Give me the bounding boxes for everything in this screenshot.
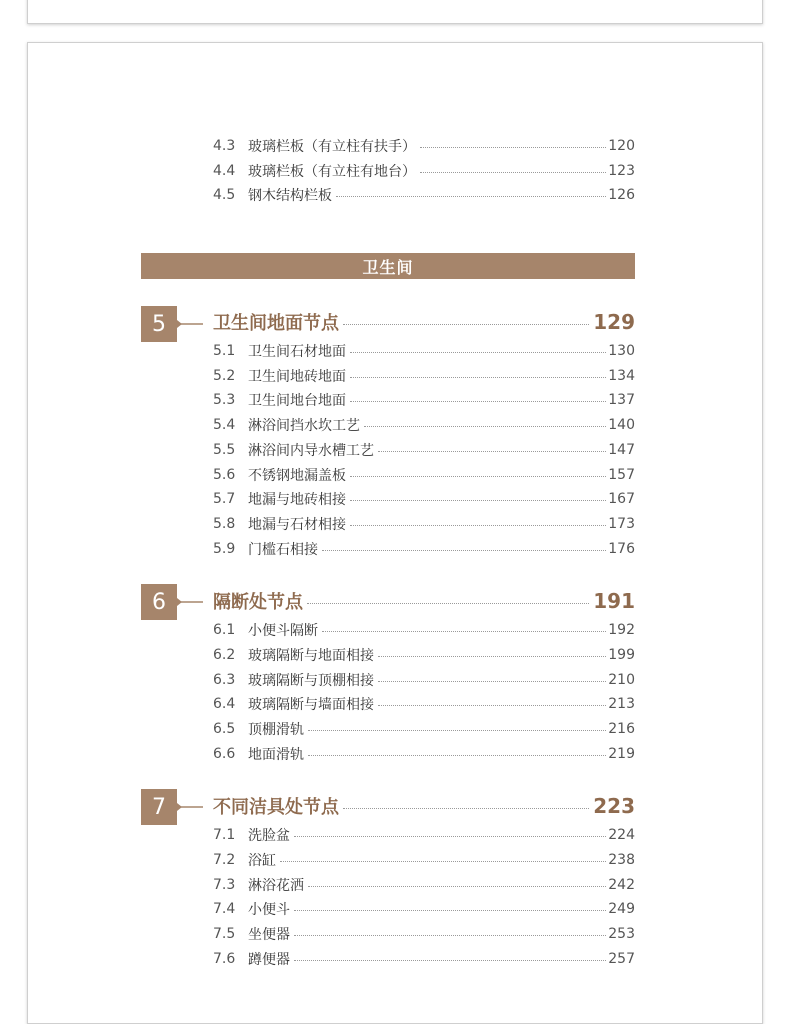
leader-dots [307,603,589,604]
entry-page-number: 199 [608,647,635,663]
section-header: 卫生间 [141,253,635,279]
chapter-page-number: 223 [593,794,635,818]
toc-entry[interactable] [213,161,635,181]
toc-entry[interactable] [213,744,635,764]
toc-entry[interactable] [213,875,635,895]
entry-number: 4.3 [213,138,236,154]
leader-dots [350,476,606,477]
toc-entry[interactable] [213,694,635,714]
entry-page-number: 192 [608,622,635,638]
entry-title: 蹲便器 [248,952,290,968]
toc-entry[interactable] [213,539,635,559]
toc-entry[interactable] [213,514,635,534]
entry-number: 6.1 [213,622,236,638]
entry-number: 5.6 [213,467,236,483]
entry-number: 5.9 [213,541,236,557]
entry-title: 门槛石相接 [248,542,318,558]
leader-dots [280,861,606,862]
entry-number: 7.1 [213,827,236,843]
entry-page-number: 219 [608,746,635,762]
entry-number: 4.4 [213,163,236,179]
entry-title: 地漏与地砖相接 [248,492,346,508]
entry-number: 6.5 [213,721,236,737]
entry-number: 7.5 [213,926,236,942]
leader-dots [350,500,606,501]
toc-entry[interactable] [213,390,635,410]
chapter-connector-arrow [177,318,203,320]
entry-number: 5.2 [213,368,236,384]
leader-dots [294,935,606,936]
leader-dots [308,730,606,731]
chapter-page-number: 191 [593,589,635,613]
chapter-number-badge: 5 [141,306,177,342]
entry-title: 卫生间石材地面 [248,344,346,360]
entry-page-number: 213 [608,696,635,712]
leader-dots [336,196,606,197]
entry-title: 淋浴间内导水槽工艺 [248,443,374,459]
entry-page-number: 140 [608,417,635,433]
entry-page-number: 173 [608,516,635,532]
toc-entry[interactable] [213,825,635,845]
entry-title: 地面滑轨 [248,747,304,763]
leader-dots [350,401,606,402]
chapter-heading[interactable] [213,794,635,818]
toc-entry[interactable] [213,620,635,640]
entry-title: 淋浴间挡水坎工艺 [248,418,360,434]
entry-number: 6.6 [213,746,236,762]
entry-number: 5.3 [213,392,236,408]
entry-page-number: 249 [608,901,635,917]
entry-page-number: 123 [608,163,635,179]
chapter-number-badge: 7 [141,789,177,825]
toc-entry[interactable] [213,489,635,509]
leader-dots [294,960,606,961]
leader-dots [420,147,606,148]
entry-page-number: 134 [608,368,635,384]
entry-page-number: 120 [608,138,635,154]
entry-title: 玻璃栏板（有立柱有扶手） [248,139,416,155]
chapter-page-number: 129 [593,310,635,334]
entry-title: 玻璃隔断与墙面相接 [248,697,374,713]
entry-page-number: 157 [608,467,635,483]
leader-dots [364,426,606,427]
entry-number: 5.7 [213,491,236,507]
entry-number: 5.1 [213,343,236,359]
entry-page-number: 137 [608,392,635,408]
entry-page-number: 257 [608,951,635,967]
entry-page-number: 167 [608,491,635,507]
entry-page-number: 130 [608,343,635,359]
entry-number: 5.4 [213,417,236,433]
chapter-title: 隔断处节点 [213,592,303,613]
toc-entry[interactable] [213,949,635,969]
entry-title: 洗脸盆 [248,828,290,844]
leader-dots [350,377,606,378]
entry-number: 7.2 [213,852,236,868]
entry-title: 淋浴花洒 [248,878,304,894]
entry-number: 6.4 [213,696,236,712]
entry-title: 卫生间地台地面 [248,393,346,409]
leader-dots [294,836,606,837]
leader-dots [343,324,589,325]
toc-entry[interactable] [213,850,635,870]
toc-entry[interactable] [213,924,635,944]
toc-entry[interactable] [213,185,635,205]
entry-number: 6.2 [213,647,236,663]
entry-title: 小便斗 [248,902,290,918]
chapter-heading[interactable] [213,310,635,334]
leader-dots [350,525,606,526]
leader-dots [294,910,606,911]
entry-title: 顶棚滑轨 [248,722,304,738]
toc-entry[interactable] [213,899,635,919]
entry-title: 玻璃隔断与顶棚相接 [248,673,374,689]
toc-entry[interactable] [213,136,635,156]
leader-dots [378,656,606,657]
toc-entry[interactable] [213,719,635,739]
entry-page-number: 126 [608,187,635,203]
entry-title: 地漏与石材相接 [248,517,346,533]
toc-entry[interactable] [213,670,635,690]
entry-title: 玻璃栏板（有立柱有地台） [248,164,416,180]
entry-page-number: 238 [608,852,635,868]
entry-number: 5.8 [213,516,236,532]
toc-entry[interactable] [213,415,635,435]
toc-entry[interactable] [213,366,635,386]
entry-number: 7.4 [213,901,236,917]
leader-dots [378,681,606,682]
leader-dots [308,886,606,887]
entry-title: 浴缸 [248,853,276,869]
entry-title: 玻璃隔断与地面相接 [248,648,374,664]
entry-title: 不锈钢地漏盖板 [248,468,346,484]
toc-entry[interactable] [213,341,635,361]
leader-dots [378,705,606,706]
entry-title: 钢木结构栏板 [248,188,332,204]
entry-number: 7.6 [213,951,236,967]
entry-number: 6.3 [213,672,236,688]
entry-title: 卫生间地砖地面 [248,369,346,385]
entry-number: 7.3 [213,877,236,893]
chapter-number-badge: 6 [141,584,177,620]
entry-page-number: 216 [608,721,635,737]
entry-page-number: 224 [608,827,635,843]
entry-number: 4.5 [213,187,236,203]
entry-page-number: 176 [608,541,635,557]
leader-dots [378,451,606,452]
leader-dots [322,550,606,551]
toc-entry[interactable] [213,465,635,485]
entry-page-number: 147 [608,442,635,458]
leader-dots [322,631,606,632]
entry-page-number: 253 [608,926,635,942]
leader-dots [350,352,606,353]
chapter-heading[interactable] [213,589,635,613]
entry-page-number: 210 [608,672,635,688]
chapter-connector-arrow [177,596,203,598]
leader-dots [420,172,606,173]
entry-number: 5.5 [213,442,236,458]
toc-entry[interactable] [213,645,635,665]
toc-entry[interactable] [213,440,635,460]
chapter-connector-arrow [177,801,203,803]
chapter-title: 卫生间地面节点 [213,313,339,334]
entry-title: 坐便器 [248,927,290,943]
chapter-title: 不同洁具处节点 [213,797,339,818]
leader-dots [343,808,589,809]
leader-dots [308,755,606,756]
entry-title: 小便斗隔断 [248,623,318,639]
entry-page-number: 242 [608,877,635,893]
